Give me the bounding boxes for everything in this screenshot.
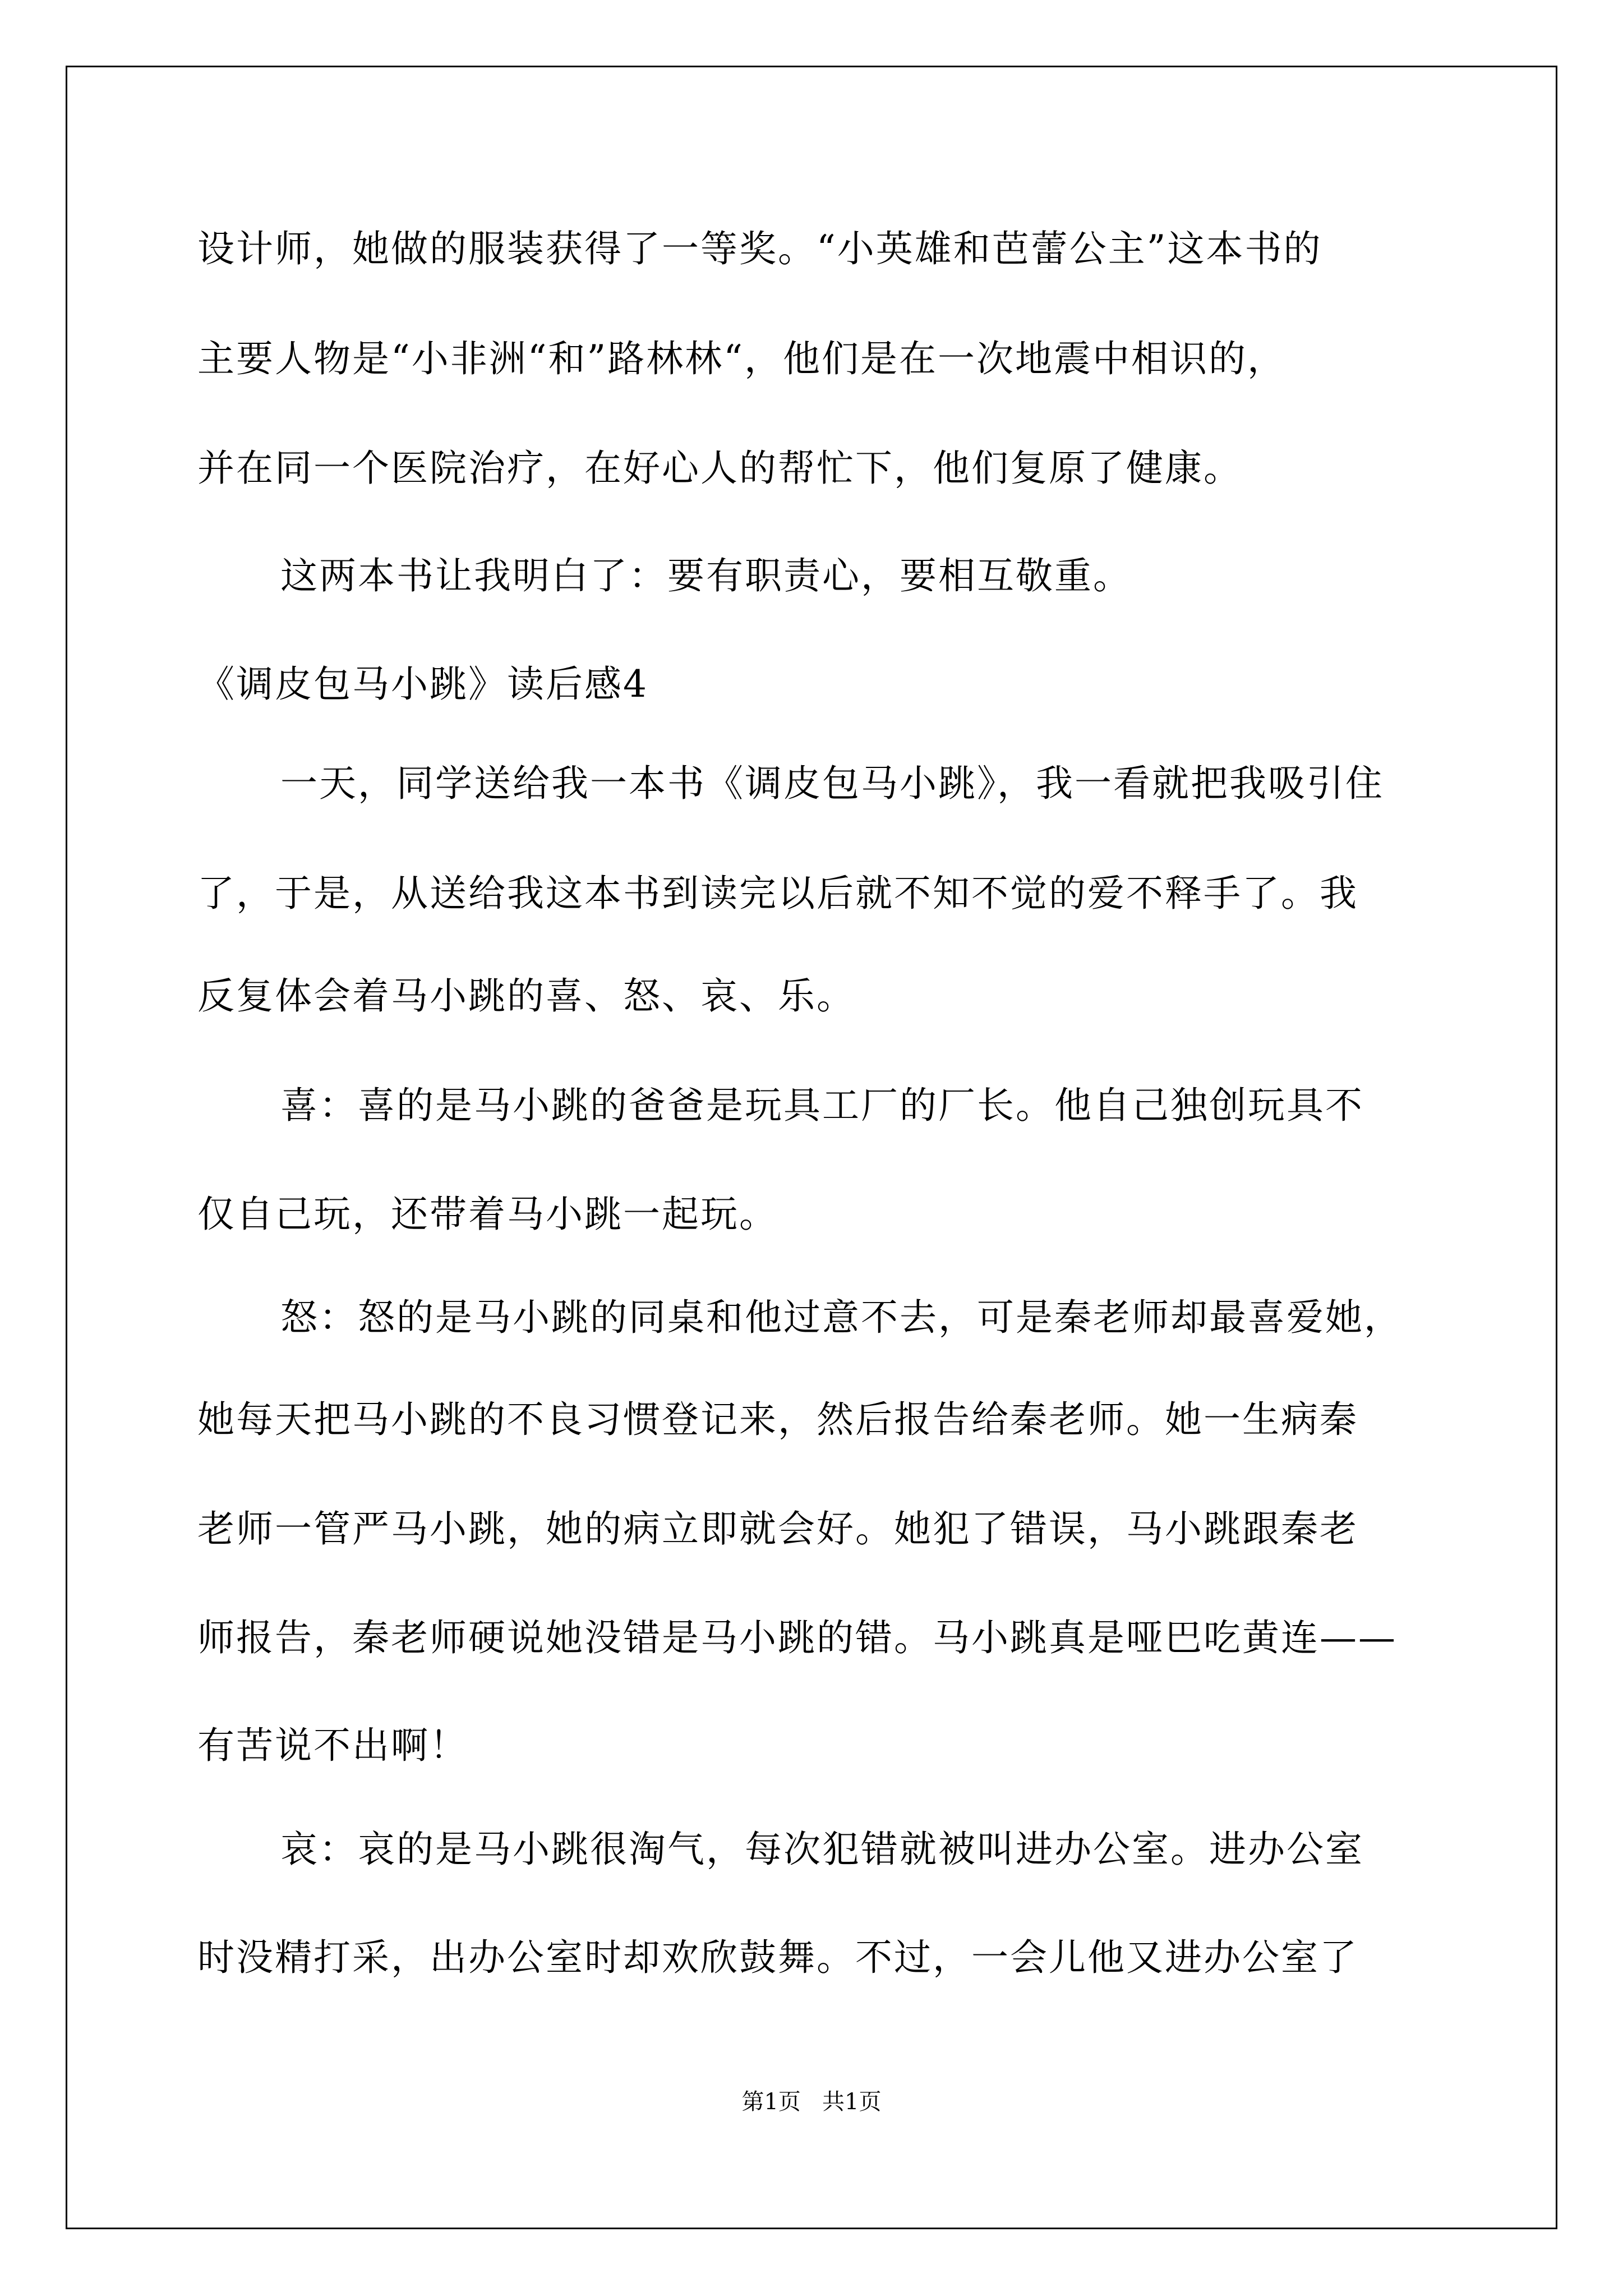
paragraph-line: 这两本书让我明白了：要有职责心，要相互敬重。 xyxy=(280,554,1132,597)
paragraph-line: 一天，同学送给我一本书《调皮包马小跳》，我一看就把我吸引住 xyxy=(280,762,1384,805)
text-line: 师报告，秦老师硬说她没错是马小跳的错。马小跳真是哑巴吃黄连—— xyxy=(197,1616,1397,1659)
text-line: 设计师，她做的服装获得了一等奖。“小英雄和芭蕾公主”这本书的 xyxy=(197,227,1322,270)
text-line: 主要人物是“小非洲“和”路林林“，他们是在一次地震中相识的， xyxy=(197,337,1286,380)
text-line: 并在同一个医院治疗，在好心人的帮忙下，他们复原了健康。 xyxy=(197,447,1242,490)
paragraph-line: 哀：哀的是马小跳很淘气，每次犯错就被叫进办公室。进办公室 xyxy=(280,1828,1364,1871)
paragraph-line: 喜：喜的是马小跳的爸爸是玩具工厂的厂长。他自己独创玩具不 xyxy=(280,1084,1364,1127)
page-border xyxy=(66,66,1557,2229)
text-line: 有苦说不出啊！ xyxy=(197,1724,468,1767)
text-line: 时没精打采，出办公室时却欢欣鼓舞。不过，一会儿他又进办公室了 xyxy=(197,1936,1358,1979)
paragraph-line: 怒：怒的是马小跳的同桌和他过意不去，可是秦老师却最喜爱她， xyxy=(280,1296,1403,1339)
text-line: 老师一管严马小跳，她的病立即就会好。她犯了错误，马小跳跟秦老 xyxy=(197,1507,1358,1550)
text-line: 了，于是，从送给我这本书到读完以后就不知不觉的爱不释手了。我 xyxy=(197,872,1358,915)
text-line: 她每天把马小跳的不良习惯登记来，然后报告给秦老师。她一生病秦 xyxy=(197,1398,1358,1441)
section-title: 《调皮包马小跳》读后感4 xyxy=(197,662,648,706)
page-footer: 第1页 共1页 xyxy=(741,2089,882,2115)
text-line: 反复体会着马小跳的喜、怒、哀、乐。 xyxy=(197,974,855,1018)
text-line: 仅自己玩，还带着马小跳一起玩。 xyxy=(197,1193,778,1236)
